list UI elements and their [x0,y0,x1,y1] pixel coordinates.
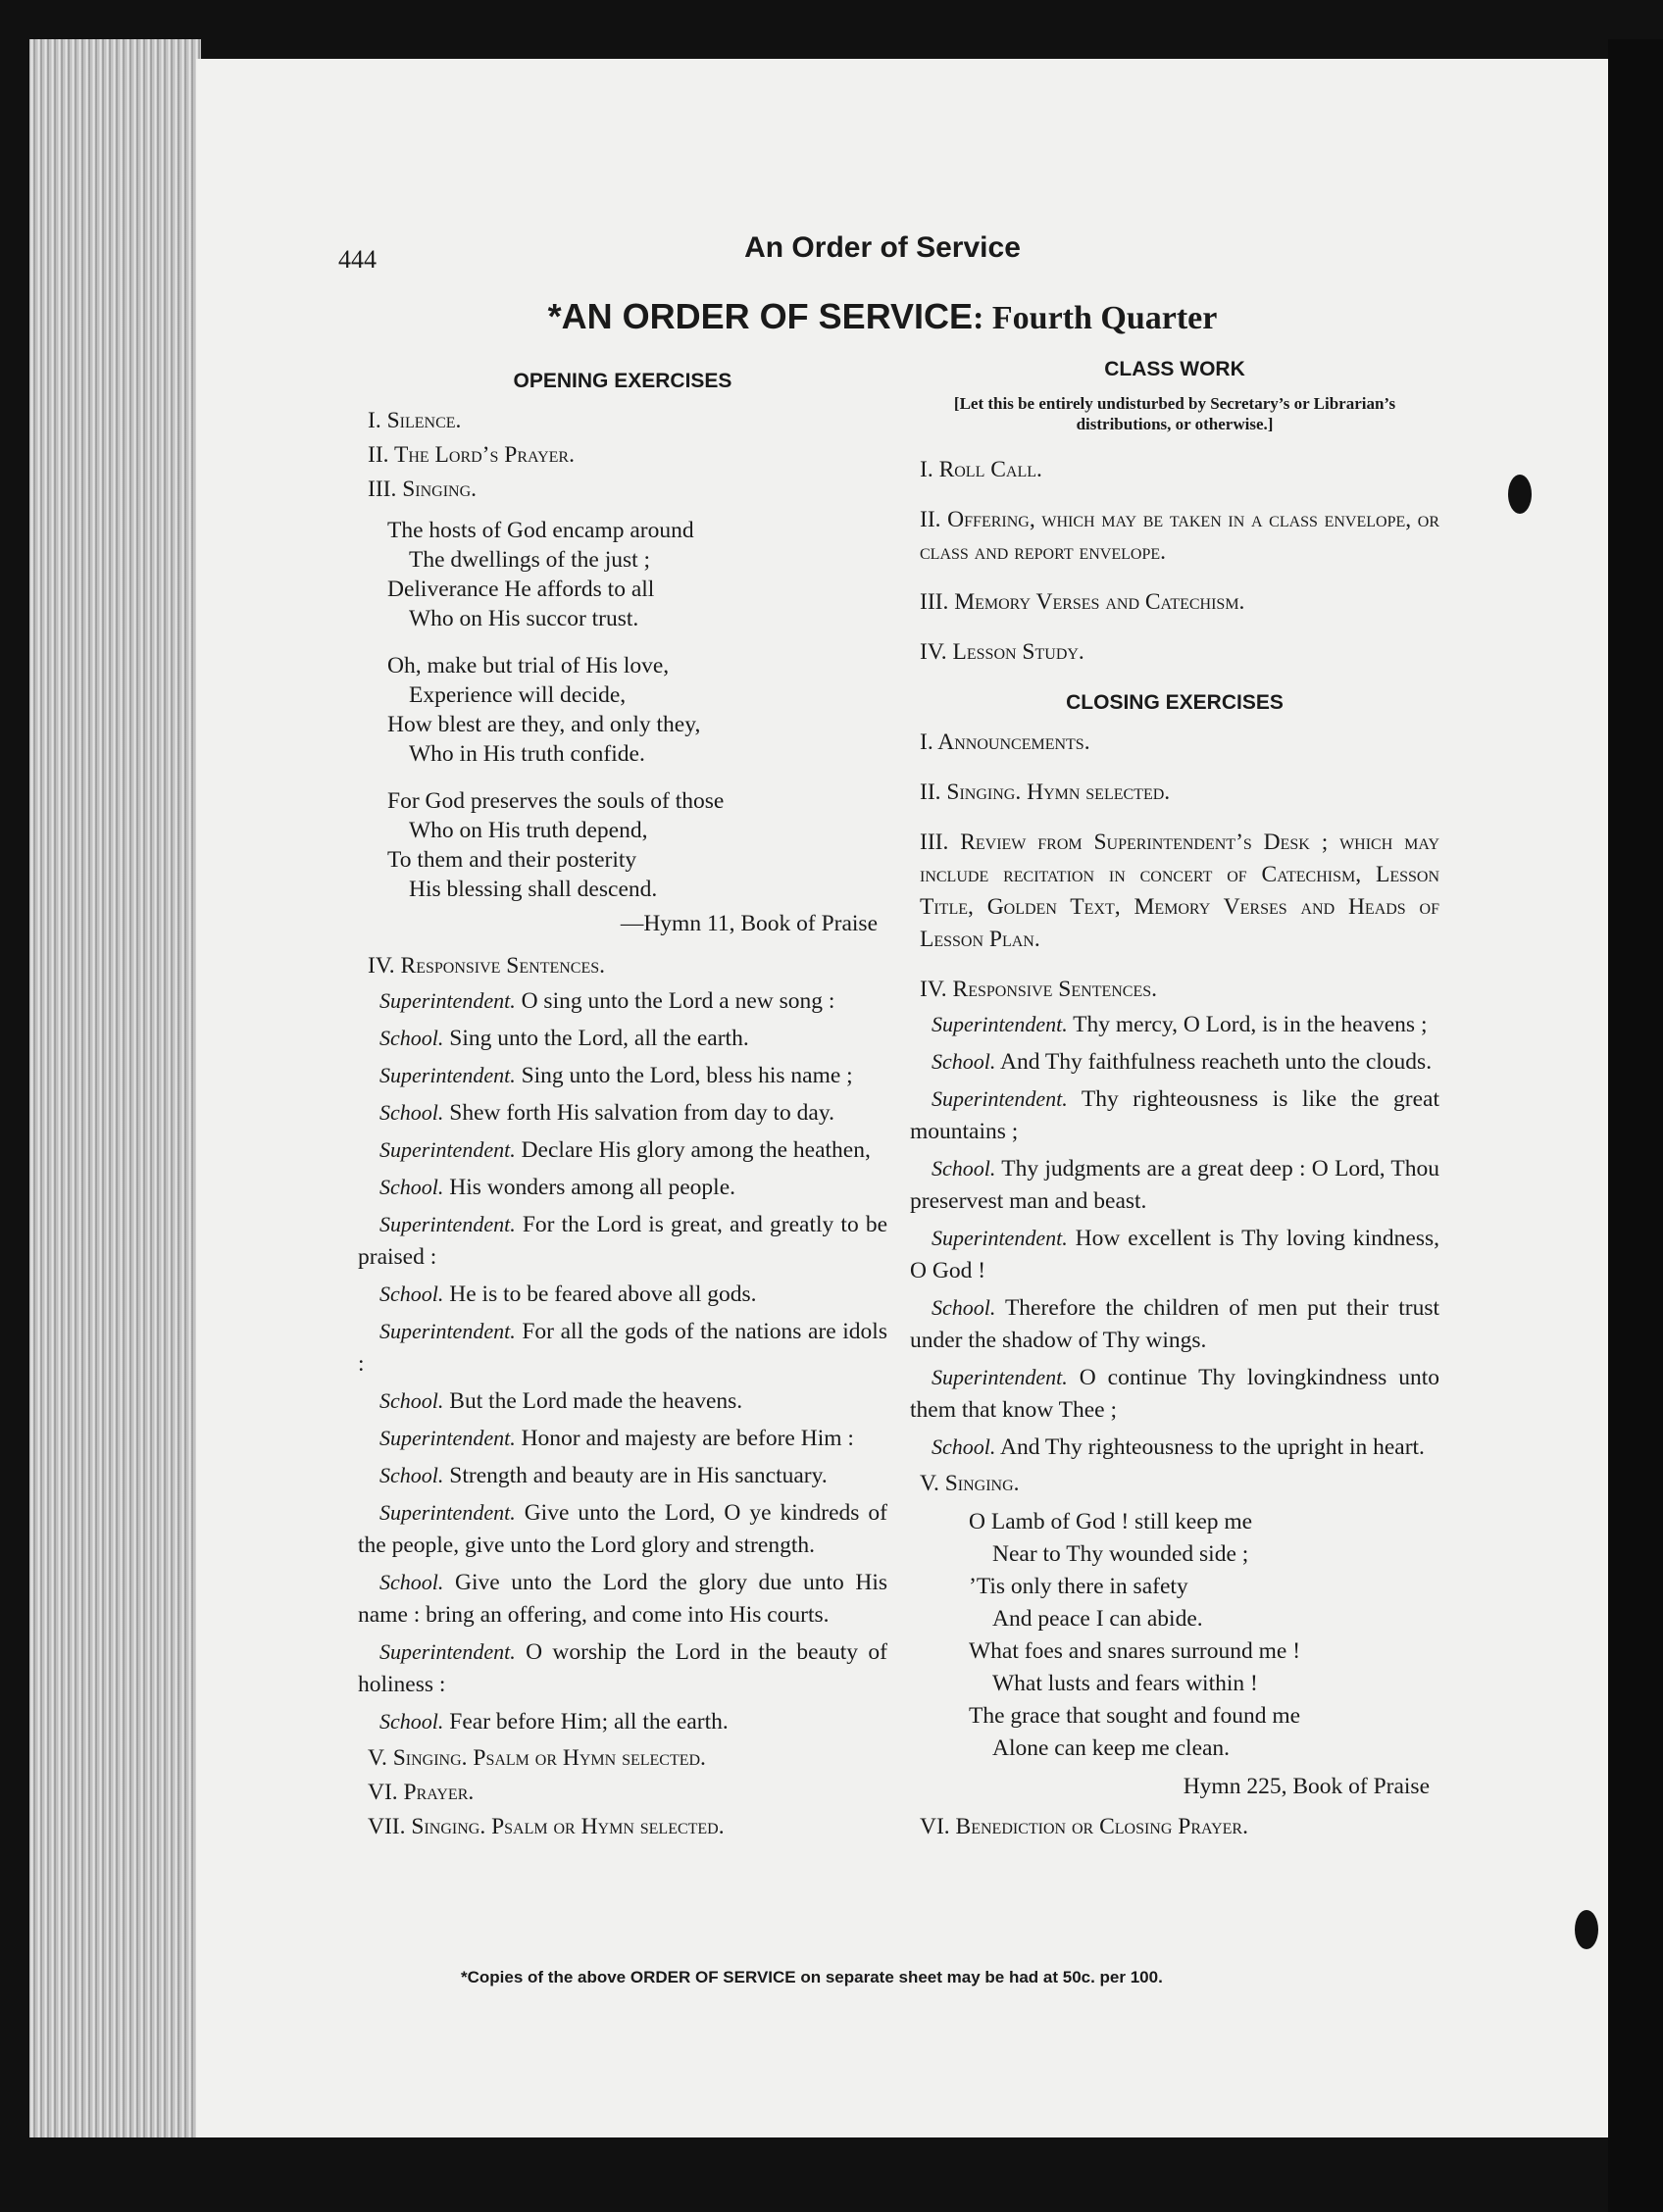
response [910,1222,1439,1287]
response-text: Fear before Him; all the earth. [449,1709,729,1734]
responsive-heading: IV. Responsive Sentences. [368,953,606,979]
class-item: IV. Lesson Study. [920,639,1084,665]
opening-item: II. The Lord’s Prayer. [368,442,575,468]
response [358,1566,887,1632]
speaker: School. [932,1156,996,1181]
speaker: School. [379,1388,444,1413]
closing-hymn [969,1506,1439,1765]
response-text: Thy mercy, O Lord, is in the heavens ; [1073,1012,1428,1037]
hymn-line: Experience will decide, [409,682,627,708]
hymn-stanza [387,786,887,904]
closing-item: VII. Singing. Psalm or Hymn selected. [368,1814,725,1839]
class-item: II. Offering, which may be taken in a class envelope, or class and report envelope. [920,507,1439,565]
speaker: Superintendent. [379,1319,516,1343]
response [358,1208,887,1274]
speaker: Superintendent. [932,1012,1068,1036]
response [358,1278,887,1311]
hymn-line: Who on His truth depend, [409,818,648,843]
speaker: School. [379,1709,444,1734]
hymn-line: Alone can keep me clean. [992,1735,1231,1761]
hymn-line: Near to Thy wounded side ; [992,1541,1249,1567]
hymn-line: What foes and snares surround me ! [969,1638,1301,1664]
hymn-line: How blest are they, and only they, [387,712,701,737]
class-item: I. Roll Call. [920,457,1042,482]
class-work-heading: CLASS WORK [1104,358,1245,380]
final-item: VI. Benediction or Closing Prayer. [920,1814,1248,1839]
footer-note: *Copies of the above ORDER OF SERVICE on separate sheet may be had at 50c. per 100. [461,1968,1163,1986]
response [910,1008,1439,1041]
speaker: School. [379,1175,444,1199]
hymn-line: Who in His truth confide. [409,741,645,767]
speaker: School. [932,1434,996,1459]
speaker: Superintendent. [379,1426,516,1450]
right-column [910,353,1439,1845]
speaker: Superintendent. [379,1639,516,1664]
response [910,1291,1439,1357]
speaker: Superintendent. [379,1212,516,1236]
closing-item: V. Singing. Psalm or Hymn selected. [368,1745,706,1771]
speaker: School. [379,1570,444,1594]
response-text: Give unto the Lord the glory due unto His name : bring an offering, and come into His courts. [358,1570,888,1628]
response [910,1082,1439,1148]
hymn-line: Deliverance He affords to all [387,577,655,602]
class-item: III. Memory Verses and Catechism. [920,589,1245,615]
response-text: How excellent is Thy loving kindness, O God ! [910,1226,1439,1283]
response [910,1045,1439,1079]
response [358,1459,887,1492]
response [358,1635,887,1701]
response-text: Sing unto the Lord, all the earth. [449,1026,749,1051]
response-text: For the Lord is great, and greatly to be praised : [358,1212,887,1270]
response-text: For all the gods of the nations are idols : [358,1319,887,1377]
hymn-line: Oh, make but trial of His love, [387,653,670,679]
response [358,1496,887,1562]
hymn-line: And peace I can abide. [992,1606,1203,1632]
hymn-line: Who on His succor trust. [409,606,639,631]
response-text: Strength and beauty are in His sanctuary. [449,1463,828,1488]
response-text: His wonders among all people. [449,1175,735,1200]
response-text: O sing unto the Lord a new song : [521,988,835,1014]
page-number: 444 [338,245,377,274]
binding-hole [1575,1910,1598,1949]
response-text: O continue Thy lovingkindness unto them that know Thee ; [910,1365,1439,1423]
response-text: And Thy faithfulness reacheth unto the clouds. [999,1049,1433,1075]
hymn-line: The grace that sought and found me [969,1703,1301,1729]
speaker: School. [379,1026,444,1050]
hymn-stanza [387,651,887,769]
response-text: O worship the Lord in the beauty of holiness : [358,1639,887,1697]
response [358,1096,887,1130]
response-text: Thy judgments are a great deep : O Lord, Thou preservest man and beast. [910,1156,1440,1214]
response [358,1422,887,1455]
response [910,1152,1439,1218]
response [358,1171,887,1204]
response [358,1133,887,1167]
response-text: Give unto the Lord, O ye kindreds of the people, give unto the Lord glory and strength. [358,1500,888,1558]
running-head: An Order of Service [744,231,1021,264]
book-page-edges [29,39,201,2137]
response-text: And Thy righteousness to the upright in heart. [999,1434,1425,1460]
hymn-line: ’Tis only there in safety [969,1574,1188,1599]
response [358,1705,887,1738]
speaker: Superintendent. [379,1137,516,1162]
speaker: School. [932,1049,996,1074]
hymn-line: His blessing shall descend. [409,877,658,902]
binding-hole [1508,475,1532,514]
hymn-line: What lusts and fears within ! [992,1671,1258,1696]
response [358,1022,887,1055]
response-text: But the Lord made the heavens. [449,1388,743,1414]
response [910,1361,1439,1427]
response-text: Therefore the children of men put their trust under the shadow of Thy wings. [910,1295,1439,1353]
closing-heading: CLOSING EXERCISES [1066,691,1284,714]
closing-item: VI. Prayer. [368,1780,475,1805]
closing-item: III. Review from Superintendent’s Desk ; which may include recitation in concert of Catechism, Lesson Title, Golden Text, Memory Verses and Heads of Lesson Plan. [920,830,1439,952]
closing-item: I. Announcements. [920,729,1090,755]
class-work-note: [Let this be entirely undisturbed by Secretary’s or Librarian’s distributions, or otherwise.] [953,394,1396,433]
speaker: School. [932,1295,996,1320]
response [358,1059,887,1092]
page-title [343,296,1422,337]
hymn-line: To them and their posterity [387,847,637,873]
left-column [358,365,887,1845]
response-text: He is to be feared above all gods. [449,1282,757,1307]
hymn-attribution: Hymn 225, Book of Praise [1183,1774,1430,1799]
title-main: *AN ORDER OF SERVICE [547,296,974,336]
speaker: Superintendent. [379,1063,516,1087]
opening-item: I. Silence. [368,408,462,433]
response [358,1384,887,1418]
hymn-attribution: —Hymn 11, Book of Praise [620,911,878,936]
response [358,984,887,1018]
speaker: Superintendent. [379,988,516,1013]
hymn-stanza [387,516,887,633]
speaker: School. [379,1463,444,1487]
response-text: Thy righteousness is like the great mountains ; [910,1086,1440,1144]
responsive-heading: IV. Responsive Sentences. [920,977,1158,1002]
response [358,1315,887,1381]
response [910,1431,1439,1464]
speaker: School. [379,1282,444,1306]
scan-border [1608,39,1663,2212]
speaker: Superintendent. [932,1086,1068,1111]
speaker: Superintendent. [932,1365,1068,1389]
response-text: Sing unto the Lord, bless his name ; [521,1063,853,1088]
hymn-line: O Lamb of God ! still keep me [969,1509,1253,1534]
title-sub: : Fourth Quarter [973,300,1218,336]
response-text: Shew forth His salvation from day to day. [449,1100,834,1126]
speaker: Superintendent. [932,1226,1068,1250]
response-text: Declare His glory among the heathen, [521,1137,871,1163]
speaker: School. [379,1100,444,1125]
responses-left [358,984,887,1738]
hymn-line: The hosts of God encamp around [387,518,694,543]
hymn-line: For God preserves the souls of those [387,788,725,814]
opening-item: III. Singing. [368,477,478,502]
speaker: Superintendent. [379,1500,516,1525]
singing-heading: V. Singing. [920,1471,1020,1496]
responses-right [910,1008,1439,1464]
closing-item: II. Singing. Hymn selected. [920,779,1171,805]
hymn-line: The dwellings of the just ; [409,547,651,573]
response-text: Honor and majesty are before Him : [521,1426,854,1451]
opening-heading: OPENING EXERCISES [513,370,732,392]
